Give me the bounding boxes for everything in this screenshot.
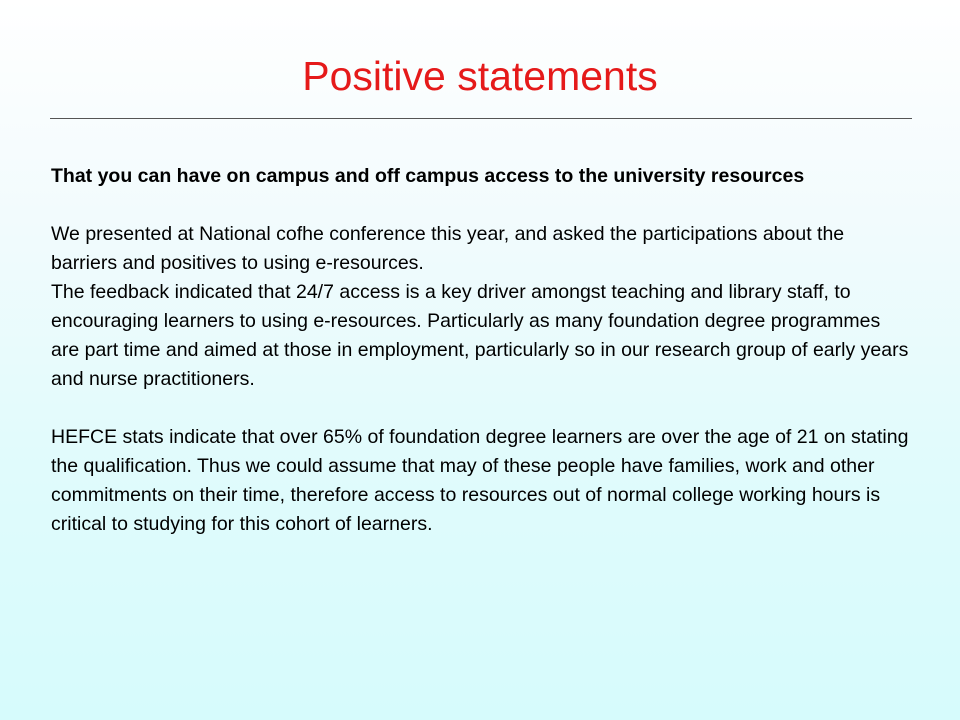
body-paragraph-feedback: The feedback indicated that 24/7 access is a key driver amongst teaching and library staff, to encouraging learners to using e-resources. Particularly as many foundation degree programmes are part time and aimed at those in employment, particularly so in our research group of early years and nurse practitioners. [51, 281, 909, 390]
paragraph-spacer [51, 394, 911, 423]
body-paragraph-hefce-stats: HEFCE stats indicate that over 65% of foundation degree learners are over the age of 21 on stating the qualification. Thus we could assume that may of these people have families, work and other commitments on their time, therefore access to resources out of normal college working hours is critical to studying for this cohort of learners. [51, 426, 909, 535]
body-paragraph-conference: We presented at National cofhe conference this year, and asked the participations about the barriers and positives to using e-resources. [51, 223, 845, 274]
title-divider [50, 118, 912, 119]
body-heading: That you can have on campus and off campus access to the university resources [51, 165, 805, 187]
slide-body [51, 162, 911, 539]
paragraph-spacer [51, 191, 911, 220]
slide-title: Positive statements [302, 53, 658, 99]
